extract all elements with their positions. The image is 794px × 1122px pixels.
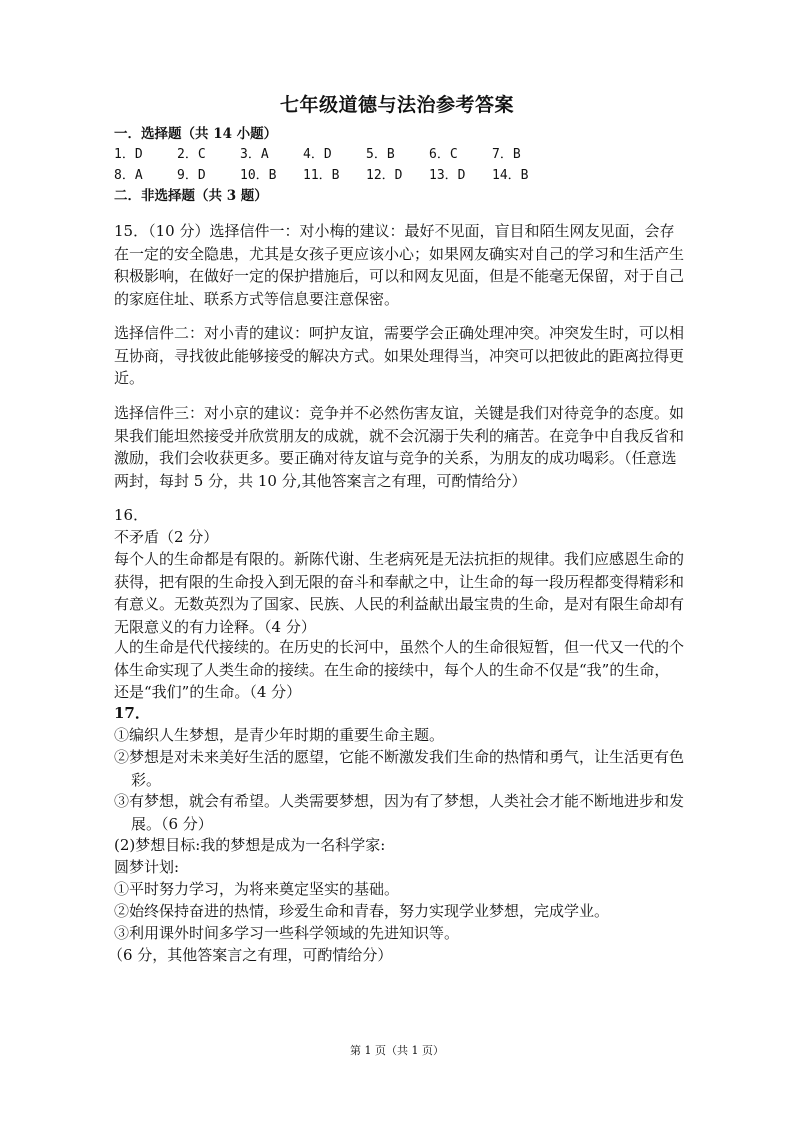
answer-item: 7．B bbox=[492, 147, 521, 162]
section2-heading: 二．非选择题（共 3 题） bbox=[114, 188, 268, 204]
q16-paragraph-1: 每个人的生命都是有限的。新陈代谢、生老病死是无法抗拒的规律。我们应感恩生命的获得，把有限的生命投入到无限的奋斗和奉献之中，让生命的每一段历程都变得精彩和有意义。无数英烈为了国家、民族、人民的利益献出最宝贵的生命，是对有限生命却有无限意义的有力诠释。（4 分） bbox=[114, 550, 685, 636]
answer-item: 5．B bbox=[366, 147, 395, 162]
page-title: 七年级道德与法治参考答案 bbox=[279, 94, 514, 116]
q17-line-8: ③利用课外时间多学习一些科学领域的先进知识等。 bbox=[114, 924, 460, 942]
answer-row-1 bbox=[114, 143, 555, 162]
q17-item-2: ②梦想是对未来美好生活的愿望，它能不断激发我们生命的热情和勇气，让生活更有色彩。 bbox=[114, 748, 685, 789]
answer-item: 11．B bbox=[303, 168, 340, 183]
answer-item: 10．B bbox=[240, 168, 277, 183]
answer-item: 2．C bbox=[177, 147, 206, 162]
answer-item: 1．D bbox=[114, 147, 143, 162]
q17-line-9: （6 分，其他答案言之有理，可酌情给分） bbox=[108, 946, 393, 964]
q17-item-3: ③有梦想，就会有希望。人类需要梦想，因为有了梦想，人类社会才能不断地进步和发展。（6 分） bbox=[114, 792, 685, 833]
q15-paragraph-2: 选择信件二：对小青的建议：呵护友谊，需要学会正确处理冲突。冲突发生时，可以相互协商，寻找彼此能够接受的解决方式。如果处理得当，冲突可以把彼此的距离拉得更近。 bbox=[114, 324, 685, 387]
page-footer: 第 1 页（共 1 页） bbox=[350, 1044, 444, 1057]
q17-line-7: ②始终保持奋进的热情，珍爱生命和青春，努力实现学业梦想，完成学业。 bbox=[114, 902, 610, 920]
answer-item: 3．A bbox=[240, 147, 269, 162]
q17-line-6: ①平时努力学习，为将来奠定坚实的基础。 bbox=[114, 880, 400, 898]
answer-item: 9．D bbox=[177, 168, 206, 183]
answer-item: 12．D bbox=[366, 168, 403, 183]
q17-line-5: 圆梦计划: bbox=[114, 858, 180, 876]
section1-heading: 一．选择题（共 14 小题） bbox=[114, 126, 278, 142]
q15-paragraph-3: 选择信件三：对小京的建议：竞争并不必然伤害友谊，关键是我们对待竞争的态度。如果我们能坦然接受并欣赏朋友的成就，就不会沉溺于失利的痛苦。在竞争中自我反省和激励，我们会收获更多。要正确对待友谊与竞争的关系，为朋友的成功喝彩。（任意选两封，每封 5 分，共 10 分,其他答案言之有理，可酌情给分） bbox=[114, 404, 685, 490]
answer-item: 4．D bbox=[303, 147, 332, 162]
q17-line-4: (2)梦想目标:我的梦想是成为一名科学家: bbox=[114, 836, 386, 854]
answer-row-2 bbox=[114, 164, 555, 183]
q15-paragraph-1: 15．（10 分）选择信件一：对小梅的建议：最好不见面，盲目和陌生网友见面，会存在一定的安全隐患，尤其是女孩子更应该小心；如果网友确实对自己的学习和生活产生积极影响，在做好一定的保护措施后，可以和网友见面，但是不能毫无保留，对于自己的家庭住址、联系方式等信息要注意保密。 bbox=[114, 222, 685, 308]
answer-item: 8．A bbox=[114, 168, 143, 183]
answer-item: 14．B bbox=[492, 168, 529, 183]
q16-line-1: 不矛盾（2 分） bbox=[114, 528, 219, 546]
q17-item-1: ①编织人生梦想，是青少年时期的重要生命主题。 bbox=[114, 726, 445, 744]
answer-item: 13．D bbox=[429, 168, 466, 183]
q16-paragraph-2: 人的生命是代代接续的。在历史的长河中，虽然个人的生命很短暂，但一代又一代的个体生命实现了人类生命的接续。在生命的接续中，每个人的生命不仅是“我”的生命，还是“我们”的生命。（4 分） bbox=[114, 638, 685, 701]
q17-number: 17． bbox=[114, 704, 150, 722]
answer-item: 6．C bbox=[429, 147, 458, 162]
q16-number: 16． bbox=[114, 506, 149, 524]
